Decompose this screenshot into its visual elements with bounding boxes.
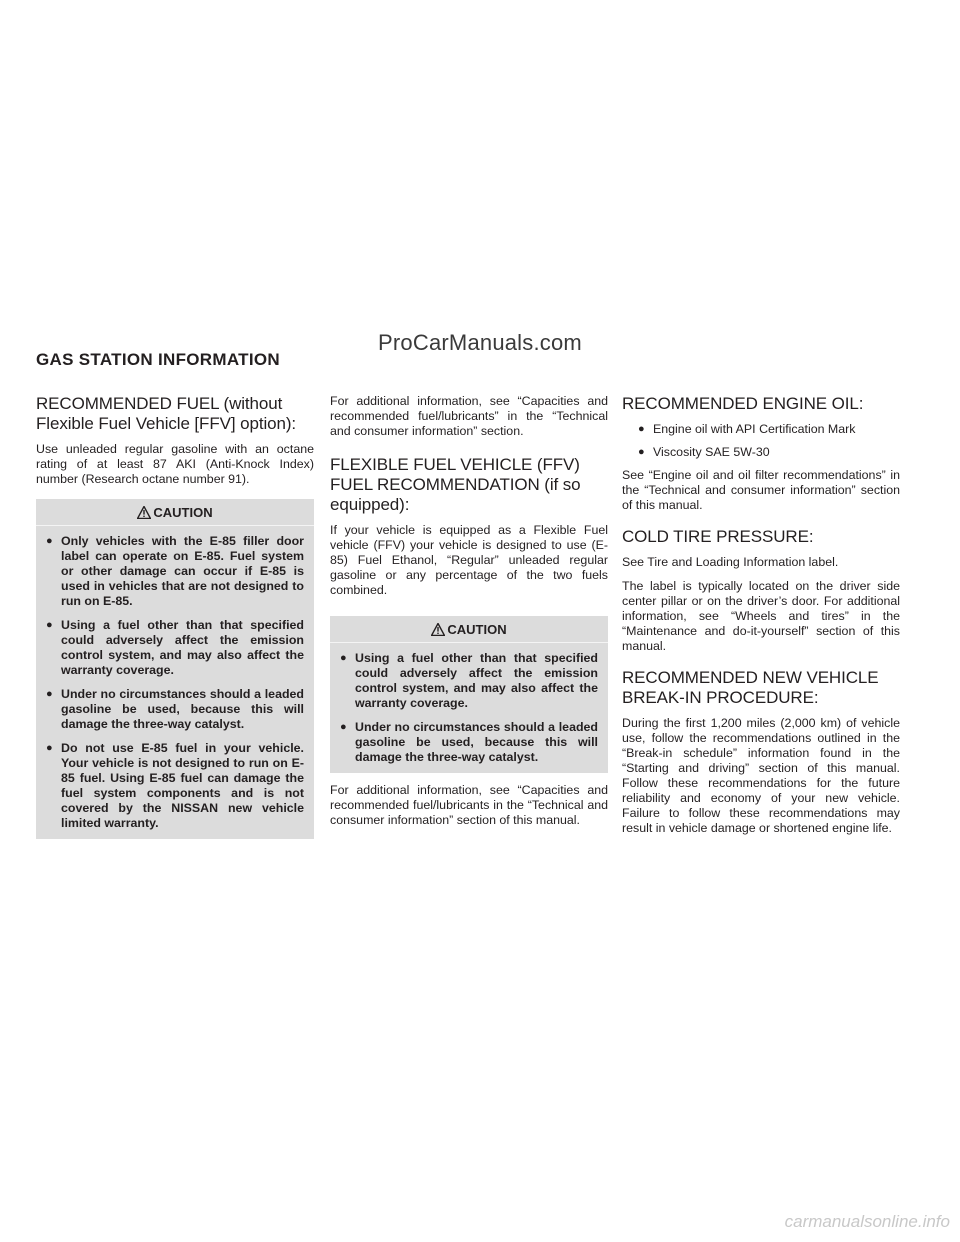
caution-item: ● Do not use E-85 fuel in your vehicle. Your vehicle is not designed to run on E-85 fuel. Using E-85 fuel can damage the fuel system components and is not covered by the NISSAN new vehicle limited warranty. — [46, 741, 304, 831]
additional-info-text-2: For additional information, see “Capacities and recommended fuel/lubricants in the “Technical and consumer information” section of this manual. — [330, 783, 608, 827]
caution-item: ● Only vehicles with the E-85 filler door label can operate on E-85. Fuel system or other damage can occur if E-85 is used in vehicles that are not designed to run on E-85. — [46, 534, 304, 609]
warning-icon — [431, 623, 445, 636]
ffv-heading: FLEXIBLE FUEL VEHICLE (FFV) FUEL RECOMMENDATION (if so equipped): — [330, 455, 581, 514]
caution-box-2 — [330, 616, 608, 773]
column-2 — [330, 394, 608, 837]
watermark-bottom: carmanualsonline.info — [784, 1212, 950, 1231]
tire-pressure-text-1: See Tire and Loading Information label. — [622, 555, 839, 569]
recommended-fuel-text: Use unleaded regular gasoline with an octane rating of at least 87 AKI (Anti-Knock Index) number (Research octane number 91). — [36, 442, 314, 486]
caution-item: ● Under no circumstances should a leaded gasoline be used, because this will damage the three-way catalyst. — [46, 687, 304, 732]
ffv-text: If your vehicle is equipped as a Flexible Fuel vehicle (FFV) your vehicle is designed to use (E-85) Fuel Ethanol, “Regular” unleaded regular gasoline or any percentage of the two fuels combined. — [330, 523, 608, 597]
additional-info-text: For additional information, see “Capacities and recommended fuel/lubricants” in the “Technical and consumer information” section. — [330, 394, 608, 438]
engine-oil-text: See “Engine oil and oil filter recommendations” in the “Technical and consumer information” section of this manual. — [622, 468, 900, 512]
engine-oil-list — [622, 422, 900, 460]
warning-icon — [137, 506, 151, 519]
recommended-fuel-heading: RECOMMENDED FUEL (without Flexible Fuel Vehicle [FFV] option): — [36, 394, 297, 433]
caution-box-1 — [36, 499, 314, 839]
column-1 — [36, 394, 314, 849]
caution-header — [330, 616, 608, 643]
caution-item: ● Using a fuel other than that specified could adversely affect the emission control system, and may also affect the warranty coverage. — [46, 618, 304, 678]
caution-list — [46, 534, 304, 831]
caution-item: ● Under no circumstances should a leaded gasoline be used, because this will damage the three-way catalyst. — [340, 720, 598, 765]
caution-item: ● Using a fuel other than that specified could adversely affect the emission control system, and may also affect the warranty coverage. — [340, 651, 598, 711]
tire-pressure-text-2: The label is typically located on the driver side center pillar or on the driver’s door. For additional information, see “Wheels and tires” in the “Maintenance and do-it-yourself” section of this manual. — [622, 579, 900, 653]
break-in-text: During the first 1,200 miles (2,000 km) of vehicle use, follow the recommendations outlined in the “Break-in schedule” information found in the “Starting and driving” section of this manual. Follow these recommendations for the future reliability and economy of your new vehicle. Failure to follow these recommendations may result in vehicle damage or shortened engine life. — [622, 716, 900, 835]
engine-oil-heading: RECOMMENDED ENGINE OIL: — [622, 394, 864, 413]
engine-oil-item: ● Viscosity SAE 5W-30 — [638, 445, 900, 460]
column-3 — [622, 394, 900, 845]
caution-label: CAUTION — [153, 505, 213, 520]
caution-header — [36, 499, 314, 526]
caution-label: CAUTION — [447, 622, 507, 637]
watermark-top: ProCarManuals.com — [378, 330, 582, 355]
break-in-heading: RECOMMENDED NEW VEHICLE BREAK-IN PROCEDURE: — [622, 668, 879, 707]
tire-pressure-heading: COLD TIRE PRESSURE: — [622, 527, 814, 546]
caution-list — [340, 651, 598, 765]
engine-oil-item: ● Engine oil with API Certification Mark — [638, 422, 900, 437]
section-title: GAS STATION INFORMATION — [36, 350, 280, 369]
